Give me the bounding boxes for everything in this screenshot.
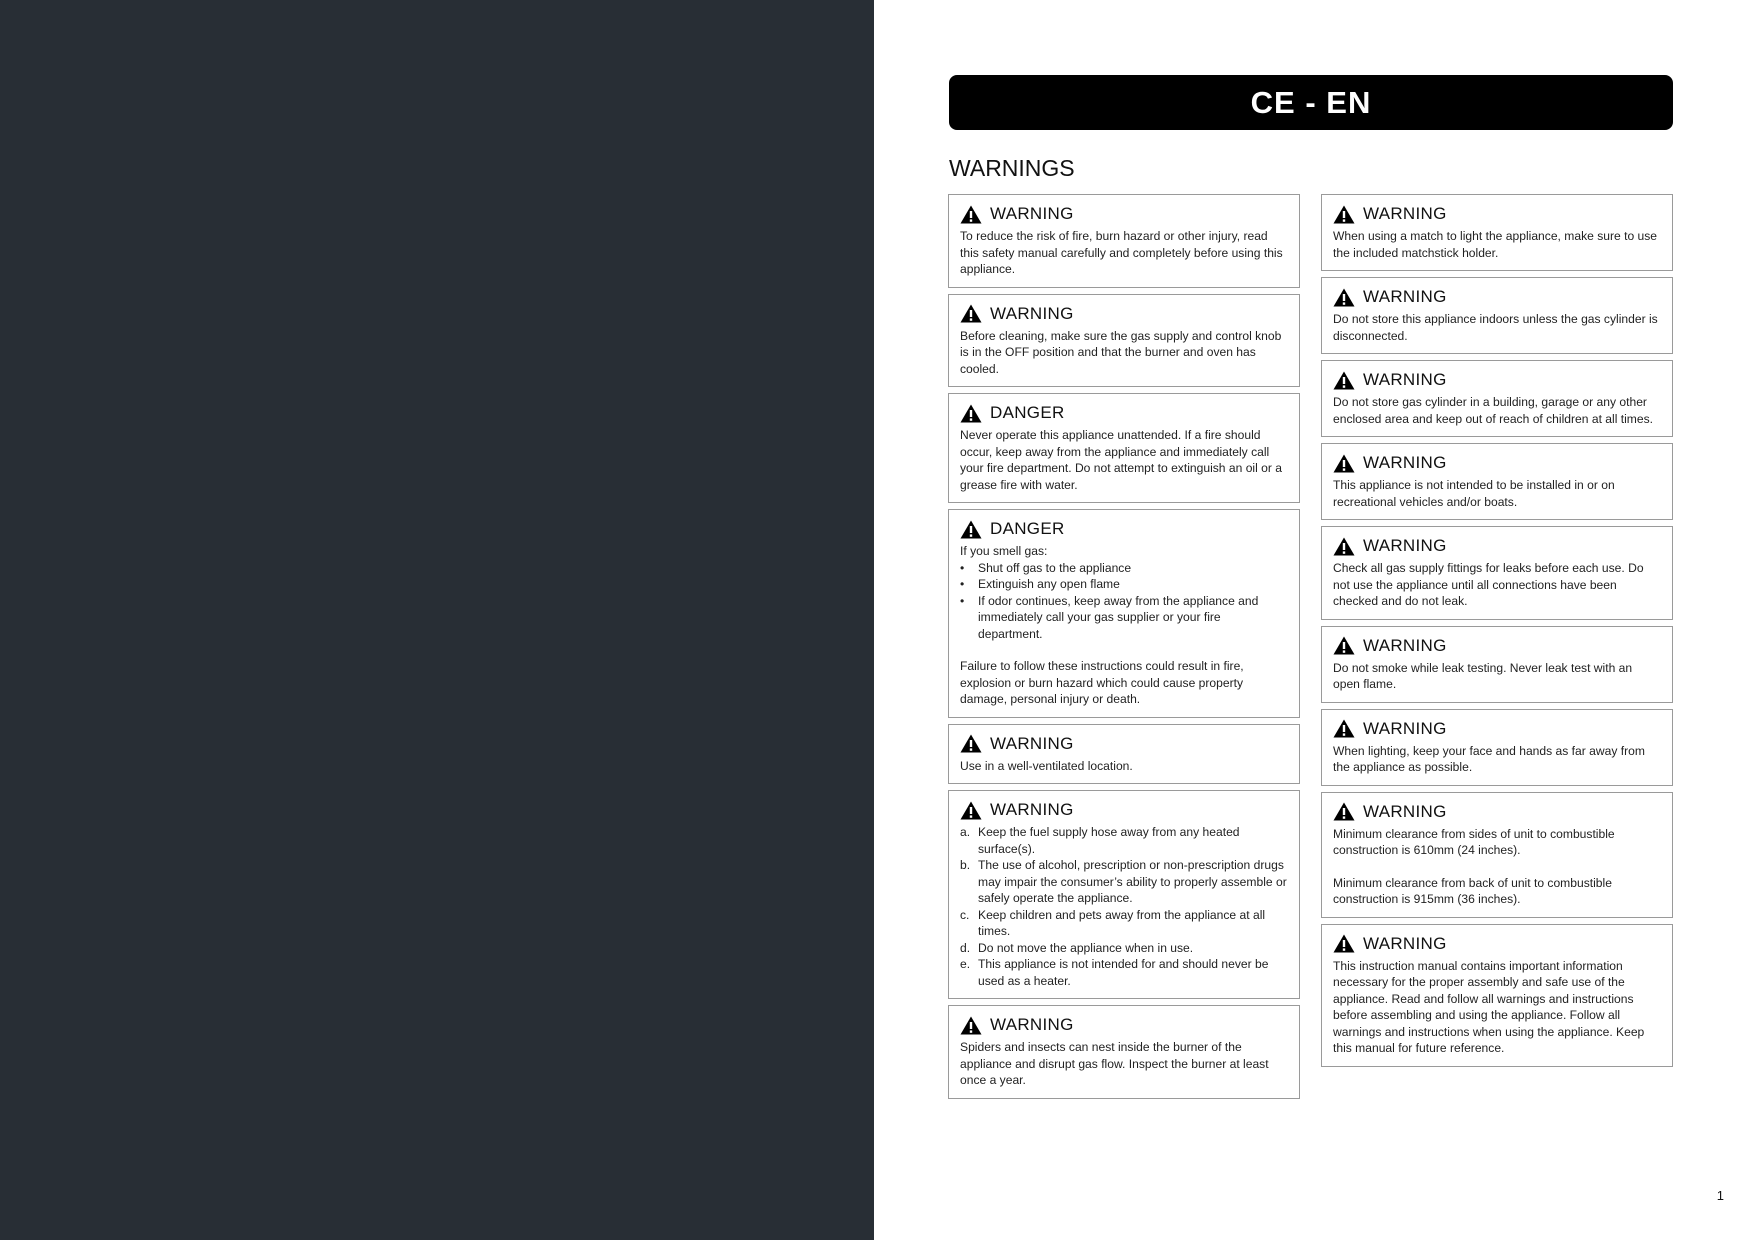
warning-triangle-icon: [1333, 537, 1355, 556]
bullet-list: [960, 560, 1288, 643]
item-marker: e.: [960, 957, 971, 971]
warning-box-title: WARNING: [990, 303, 1074, 323]
warning-box-header: [960, 203, 1288, 225]
lettered-item: [960, 824, 1288, 857]
warning-box: [948, 509, 1300, 718]
left-warning-column: [948, 194, 1300, 1105]
warning-box-header: [1333, 286, 1661, 308]
warning-box-title: DANGER: [990, 403, 1065, 422]
warning-box: [948, 294, 1300, 388]
warning-box-title: WARNING: [990, 800, 1074, 819]
warning-box-title: WARNING: [1363, 204, 1447, 223]
bullet-text: Shut off gas to the appliance: [978, 560, 1132, 575]
warning-triangle-icon: [960, 734, 982, 753]
warning-triangle-icon: [960, 801, 982, 820]
warning-box-text: Spiders and insects can nest inside the burner of the appliance and disrupt gas flow. Inspect the burner at least once a year.: [960, 1040, 1269, 1087]
warning-box-text: This appliance is not intended to be installed in or on recreational vehicles and/or boats.: [1333, 478, 1615, 509]
warning-box-title: WARNING: [990, 1015, 1074, 1034]
item-text: This appliance is not intended for and should never be used as a heater.: [978, 957, 1269, 988]
page-number: 1: [1716, 1188, 1724, 1203]
bullet-item: [960, 560, 1288, 577]
warning-box-title: WARNING: [1363, 287, 1447, 306]
bullet-text: Extinguish any open flame: [978, 577, 1120, 591]
warning-box-text: Do not store gas cylinder in a building, garage or any other enclosed area and keep out of reach of children at all times.: [1333, 395, 1654, 426]
warning-triangle-icon: [1333, 371, 1355, 390]
lettered-item: [960, 907, 1288, 940]
warning-box-text: Do not smoke while leak testing. Never leak test with an open flame.: [1333, 660, 1633, 691]
item-text: Keep the fuel supply hose away from any heated surface(s).: [978, 825, 1240, 856]
warning-box-footer: Failure to follow these instructions could result in fire, explosion or burn hazard which could cause property damage, personal injury or death.: [960, 659, 1244, 706]
warning-triangle-icon: [960, 1016, 982, 1035]
bullet-item: [960, 593, 1288, 643]
warning-box-title: WARNING: [1363, 453, 1447, 472]
warning-box-header: [1333, 452, 1661, 474]
warning-box: [948, 724, 1300, 785]
warning-box-header: [960, 518, 1288, 540]
warning-triangle-icon: [1333, 719, 1355, 738]
warning-box-header: [1333, 535, 1661, 557]
warning-box-text: Minimum clearance from back of unit to combustible construction is 915mm (36 inches).: [1333, 875, 1612, 906]
warning-box-header: [1333, 933, 1661, 955]
lettered-item: [960, 956, 1288, 989]
warning-box: [948, 194, 1300, 288]
warning-box-header: [1333, 203, 1661, 225]
warning-box-header: [960, 303, 1288, 325]
warning-box: [1321, 526, 1673, 620]
warning-triangle-icon: [960, 520, 982, 539]
page-heading: WARNINGS: [949, 155, 1075, 181]
warning-triangle-icon: [1333, 288, 1355, 307]
warning-box-title: WARNING: [990, 733, 1074, 753]
warning-triangle-icon: [1333, 636, 1355, 655]
warning-box-title: WARNING: [1363, 536, 1447, 555]
warning-box-header: [1333, 718, 1661, 740]
warning-box: [948, 790, 1300, 999]
warning-box: [948, 393, 1300, 503]
language-banner: [949, 75, 1673, 130]
warning-triangle-icon: [960, 205, 982, 224]
warning-triangle-icon: [1333, 802, 1355, 821]
warning-box-header: [960, 733, 1288, 755]
item-text: The use of alcohol, prescription or non-prescription drugs may impair the consumer’s ability to properly assemble or safely operate the appliance.: [978, 858, 1287, 905]
warning-triangle-icon: [1333, 454, 1355, 473]
bullet-item: [960, 576, 1288, 593]
warning-triangle-icon: [1333, 934, 1355, 953]
warning-box: [1321, 626, 1673, 703]
bullet-marker: •: [960, 577, 965, 591]
warning-box-text: Never operate this appliance unattended. If a fire should occur, keep away from the appliance and immediately call your fire department. Do not attempt to extinguish an oil or a grease fire with water.: [960, 428, 1283, 492]
bullet-text: If odor continues, keep away from the appliance and immediately call your gas supplier or your fire department.: [978, 593, 1259, 641]
item-marker: b.: [960, 858, 971, 872]
warning-box-header: [1333, 801, 1661, 823]
paragraph-gap: [960, 642, 1288, 658]
warning-box: [948, 1005, 1300, 1099]
warning-box-header: [960, 799, 1288, 821]
warning-box: [1321, 792, 1673, 918]
warning-triangle-icon: [960, 304, 982, 323]
warning-box-text: Check all gas supply fittings for leaks before each use. Do not use the appliance until all connections have been checked and do not leak.: [1333, 561, 1644, 608]
warning-box-text: Before cleaning, make sure the gas supply and control knob is in the OFF position and that the burner and oven has cooled.: [960, 328, 1282, 376]
warning-box-text: Do not store this appliance indoors unless the gas cylinder is disconnected.: [1333, 312, 1658, 343]
warning-box-intro: If you smell gas:: [960, 544, 1048, 558]
item-marker: c.: [960, 907, 970, 922]
bullet-marker: •: [960, 560, 965, 575]
warning-box: [1321, 709, 1673, 786]
lettered-list: [960, 824, 1288, 989]
warnings-page: [874, 0, 1748, 1240]
warning-box-text: To reduce the risk of fire, burn hazard or other injury, read this safety manual carefully and completely before using this appliance.: [960, 229, 1283, 276]
warning-box-title: WARNING: [990, 204, 1074, 223]
warning-triangle-icon: [1333, 205, 1355, 224]
paragraph-gap: [1333, 859, 1661, 875]
item-text: Do not move the appliance when in use.: [978, 940, 1194, 955]
warning-box-title: DANGER: [990, 519, 1065, 538]
item-marker: a.: [960, 825, 971, 839]
warning-box-text: When using a match to light the appliance, make sure to use the included matchstick holder.: [1333, 229, 1658, 260]
warning-box-title: WARNING: [1363, 801, 1447, 821]
warning-box-text: Minimum clearance from sides of unit to combustible construction is 610mm (24 inches).: [1333, 826, 1615, 857]
right-warning-column: [1321, 194, 1673, 1073]
warning-box-title: WARNING: [1363, 718, 1447, 738]
banner-title: CE - EN: [1250, 84, 1372, 120]
lettered-item: [960, 940, 1288, 957]
bullet-marker: •: [960, 593, 965, 608]
warning-box: [1321, 277, 1673, 354]
warning-box: [1321, 443, 1673, 520]
warning-box-title: WARNING: [1363, 370, 1447, 389]
warning-box-text: This instruction manual contains important information necessary for the proper assembly and safe use of the appliance. Read and follow all warnings and instructions before assembling and using the appliance. Follow all warnings and instructions when using the appliance. Keep this manual for future reference.: [1333, 958, 1645, 1055]
warning-box-header: [1333, 635, 1661, 657]
warning-box: [1321, 924, 1673, 1067]
warning-box-header: [960, 1014, 1288, 1036]
lettered-item: [960, 857, 1288, 907]
warning-box-text: When lighting, keep your face and hands as far away from the appliance as possible.: [1333, 743, 1645, 774]
warning-triangle-icon: [960, 404, 982, 423]
warning-box-header: [1333, 369, 1661, 391]
item-text: Keep children and pets away from the appliance at all times.: [978, 907, 1266, 938]
warning-box-header: [960, 402, 1288, 424]
warning-box-title: WARNING: [1363, 933, 1447, 953]
warning-box-text: Use in a well-ventilated location.: [960, 758, 1133, 773]
warning-box: [1321, 194, 1673, 271]
warning-box: [1321, 360, 1673, 437]
item-marker: d.: [960, 940, 971, 955]
warning-box-title: WARNING: [1363, 635, 1447, 655]
